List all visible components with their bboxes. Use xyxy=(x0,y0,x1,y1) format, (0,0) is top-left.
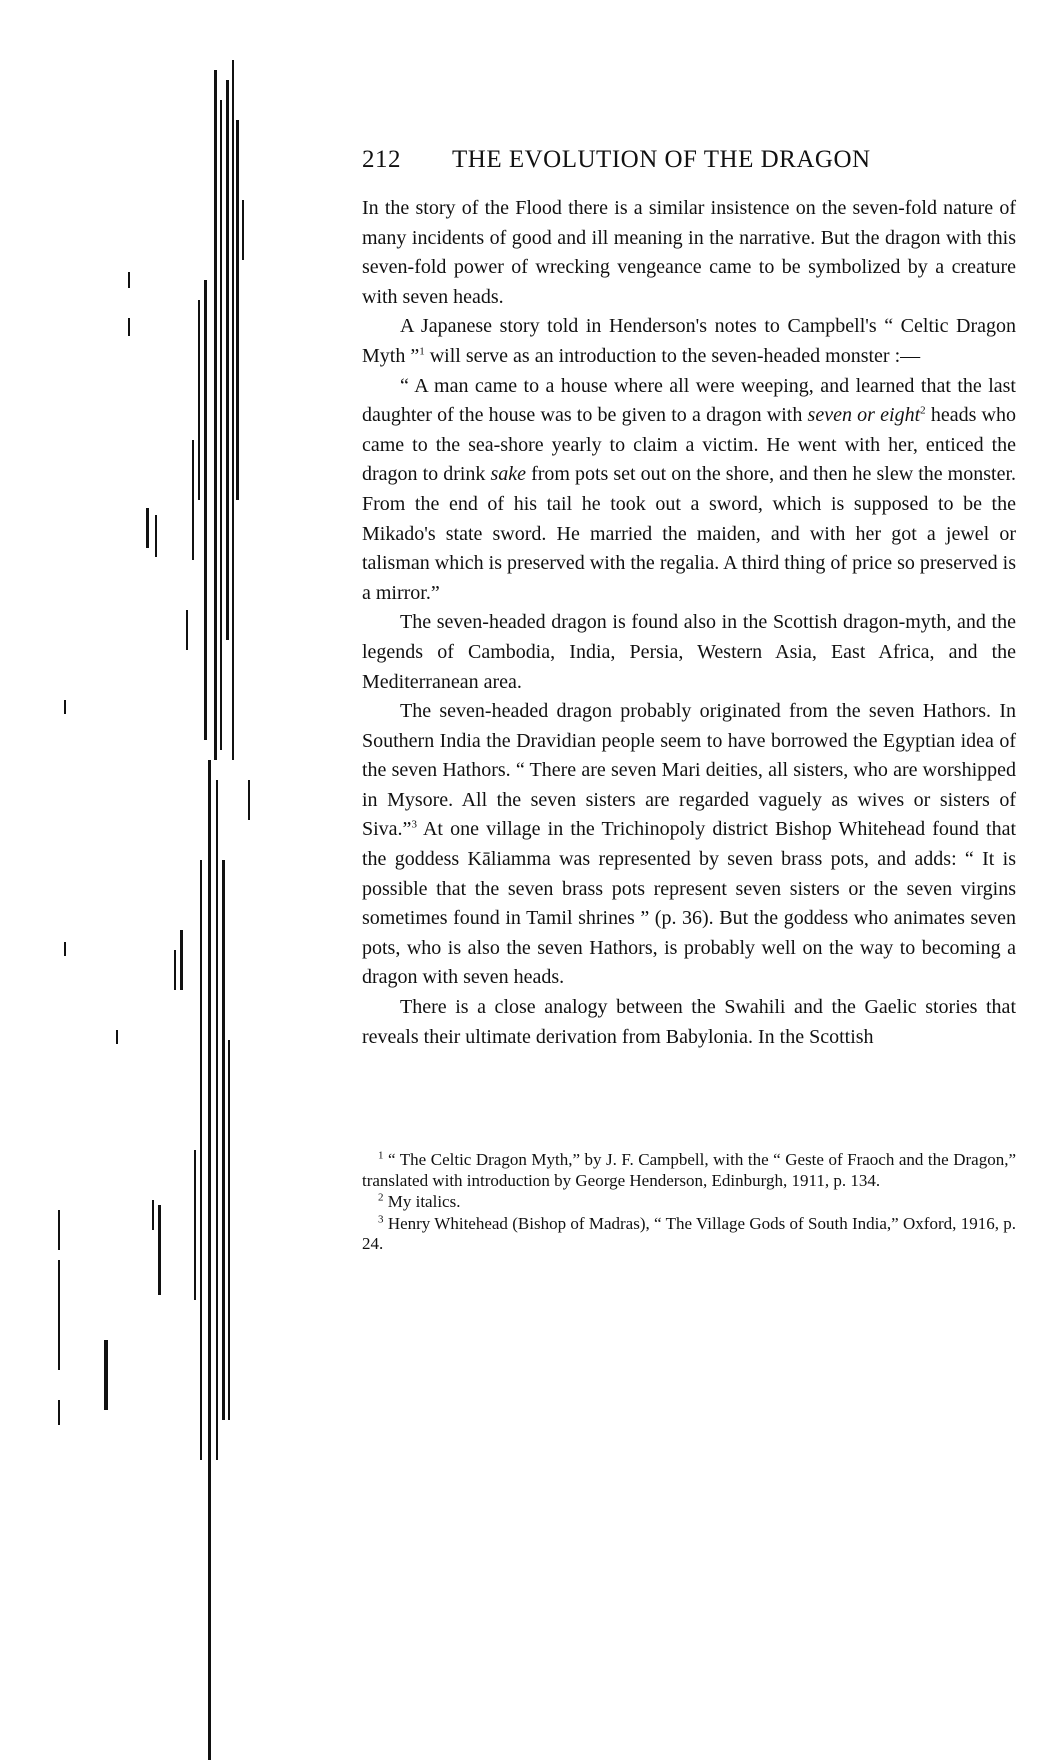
paragraph-6: There is a close analogy between the Swahili and the Gaelic stories that reveals their ultimate derivation from Babylonia. In the Scottish xyxy=(362,996,1016,1048)
paragraph-3-text-b: heads who came to the sea-shore yearly to claim a victim. He went with her, enticed the dragon to drink xyxy=(362,404,1016,486)
footnote-ref-2: 2 xyxy=(920,404,926,417)
footnote-ref-3: 3 xyxy=(411,818,417,831)
body-text xyxy=(362,194,1016,1052)
footnote-2 xyxy=(362,1192,1016,1213)
paragraph-2-text-a: A Japanese story told in Henderson's notes to Campbell's “ Celtic Dragon Myth ” xyxy=(362,315,1016,367)
paragraph-3-quote xyxy=(362,372,1016,609)
paragraph-5-text-b: At one village in the Trichinopoly district Bishop Whitehead found that the goddess Kāliamma was represented by seven brass pots, and adds: “ It is possible that the seven brass pots represent seven sisters or the seven virgins sometimes found in Tamil shrines ” (p. 36). But the goddess who animates seven pots, who is also the seven Hathors, is probably well on the way to becoming a dragon with seven heads. xyxy=(362,818,1016,989)
footnotes xyxy=(362,1150,1016,1256)
paragraph-5 xyxy=(362,697,1016,993)
footnote-1-text: “ The Celtic Dragon Myth,” by J. F. Campbell, with the “ Geste of Fraoch and the Dragon,” translated with introduction by George Henderson, Edinburgh, 1911, p. 134. xyxy=(362,1150,1017,1190)
footnote-3 xyxy=(362,1214,1016,1255)
footnote-1 xyxy=(362,1150,1016,1191)
footnote-3-text: Henry Whitehead (Bishop of Madras), “ The Village Gods of South India,” Oxford, 1916, p. 24. xyxy=(362,1213,1016,1253)
footnote-mark-3: 3 xyxy=(378,1212,384,1225)
paragraph-3-text-c: from pots set out on the shore, and then he slew the monster. From the end of his tail he took out a sword, which is supposed to be the Mikado's state sword. He married the maiden, and with her got a jewel or talisman which is preserved with the regalia. A third thing of price so preserved is a mirror.” xyxy=(362,463,1017,604)
scan-gutter-artifact xyxy=(0,0,340,1541)
footnote-mark-2: 2 xyxy=(378,1191,384,1204)
paragraph-3-text-a: “ A man came to a house where all were weeping, and learned that the last daughter of the house was to be given to a dragon with xyxy=(362,374,1016,427)
paragraph-5-text-a: The seven-headed dragon probably originated from the seven Hathors. In Southern India the Dravidian people seem to have borrowed the Egyptian idea of the seven Hathors. “ There are seven Mari deities, all sisters, who are worshipped in Mysore. All the seven sisters are regarded vaguely as wives or sisters of Siva.” xyxy=(362,700,1016,841)
paragraph-4: The seven-headed dragon is found also in the Scottish dragon-myth, and the legends of Cambodia, India, Persia, Western Asia, East Africa, and the Mediterranean area. xyxy=(362,611,1016,693)
running-title: THE EVOLUTION OF THE DRAGON xyxy=(452,146,871,173)
italic-seven-or-eight: seven or eight xyxy=(807,404,921,427)
footnote-mark-1: 1 xyxy=(378,1149,384,1162)
italic-sake: sake xyxy=(490,463,527,486)
footnote-ref-1: 1 xyxy=(419,345,425,358)
page-number: 212 xyxy=(362,146,401,173)
running-header xyxy=(362,146,1022,174)
footnote-2-text: My italics. xyxy=(387,1192,461,1211)
paragraph-2-text-b: will serve as an introduction to the seven-headed monster :— xyxy=(424,344,921,367)
paragraph-1: In the story of the Flood there is a similar insistence on the seven-fold nature of many incidents of good and ill meaning in the narrative. But the dragon with this seven-fold power of wrecking vengeance came to be symbolized by a creature with seven heads. xyxy=(362,197,1016,308)
paragraph-2 xyxy=(362,312,1016,371)
